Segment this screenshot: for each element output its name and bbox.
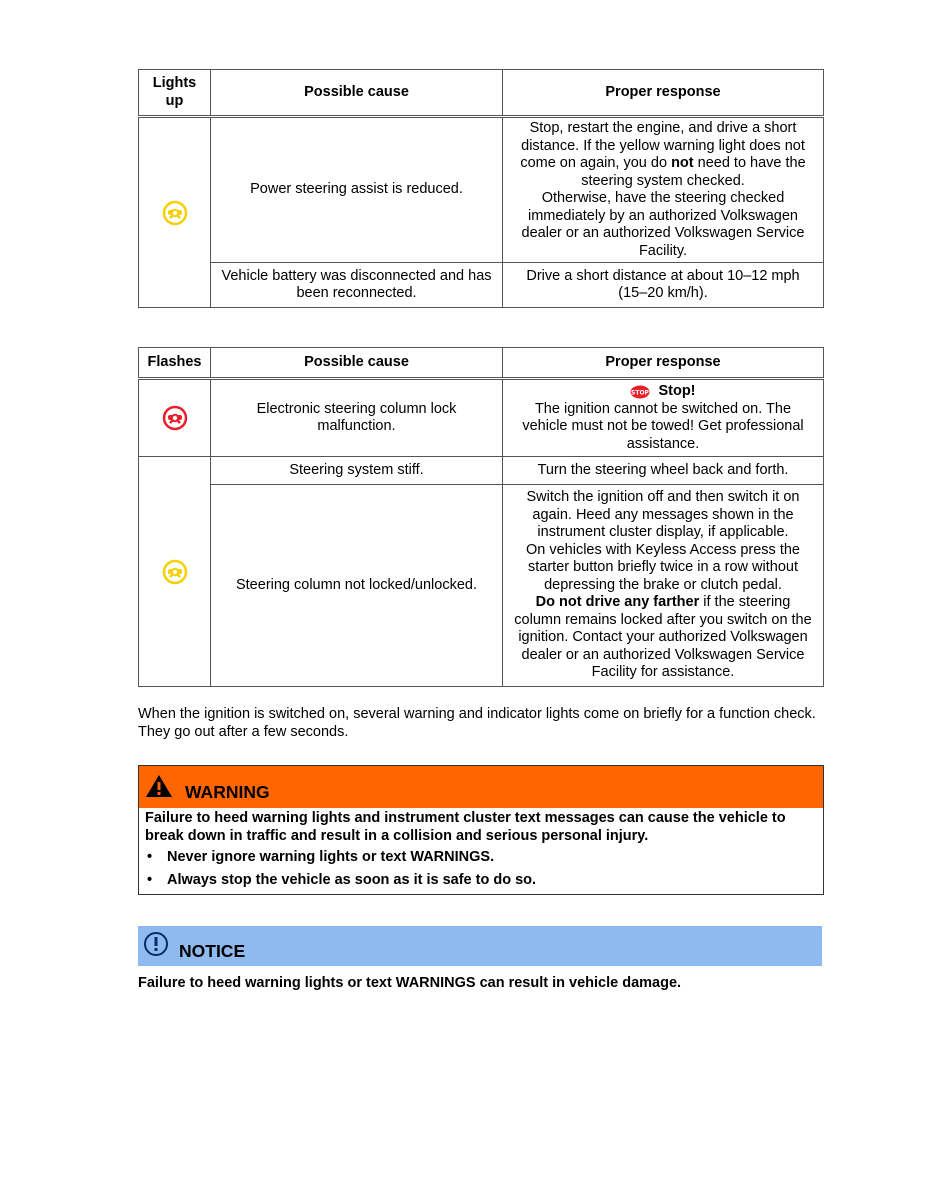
response-text: Stop, restart the engine, and drive a short distance. If the yellow warning light does not come on again, you do [520,120,805,171]
response-column-lock [503,379,824,457]
response-text: The ignition cannot be switched on. The vehicle must not be towed! Get professional assistance. [522,400,804,452]
cause-column-not-locked: Steering column not locked/unlocked. [211,485,503,687]
warning-title: WARNING [185,782,270,802]
cause-column-lock: Electronic steering column lock malfunction. [211,379,503,457]
function-check-paragraph: When the ignition is switched on, several warning and indicator lights come on briefly for a function check. They go out after a few seconds. [138,706,816,740]
header-possible-cause: Possible cause [211,348,503,379]
header-flashes: Flashes [139,348,211,379]
warning-body [139,808,823,889]
header-proper-response: Proper response [503,70,824,117]
yellow-steering-wheel-icon [162,559,188,585]
icon-cell [139,457,211,687]
response-text: if the steering column remains locked after you switch on the ignition. Contact your authorized Volkswagen dealer or an authorized Volkswagen Service Facility for assistance. [514,594,812,681]
notice-title: NOTICE [179,941,246,961]
response-steering-stiff: Turn the steering wheel back and forth. [503,457,824,485]
warning-header [139,766,823,808]
icon-cell [139,117,211,308]
notice-header [138,926,822,966]
cause-steering-stiff: Steering system stiff. [211,457,503,485]
flashes-table [138,347,824,687]
cause-power-steering: Power steering assist is reduced. [211,117,503,263]
red-steering-wheel-icon [162,405,188,431]
warning-box [138,765,824,895]
response-emphasis: Do not drive any farther [535,594,700,611]
header-proper-response: Proper response [503,348,824,379]
warning-bullet: • Never ignore warning lights or text WARNINGS. [167,849,817,867]
icon-cell [139,379,211,457]
header-lights-up: Lights up [139,70,211,117]
header-possible-cause: Possible cause [211,70,503,117]
response-battery: Drive a short distance at about 10–12 mph (15–20 km/h). [503,263,824,308]
cause-battery: Vehicle battery was disconnected and has been reconnected. [211,263,503,308]
notice-text: Failure to heed warning lights or text WARNINGS can result in vehicle damage. [138,975,682,991]
warning-triangle-icon [145,774,173,802]
lights-up-table [138,69,824,308]
response-column-not-locked [503,485,824,687]
stop-icon-text: STOP [631,389,650,397]
response-text: Otherwise, have the steering checked immediately by an authorized Volkswagen dealer or an authorized Volkswagen Service Facility. [521,190,805,259]
response-text: need to have the steering system checked. [581,155,806,189]
warning-text: Failure to heed warning lights and instrument cluster text messages can cause the vehicle to break down in traffic and result in a collision and serious personal injury. [145,810,786,844]
response-text: On vehicles with Keyless Access press the starter button briefly twice in a row without depressing the brake or clutch pedal. [525,541,800,593]
response-emphasis: not [671,155,694,171]
exclamation-circle-icon [143,931,169,961]
warning-list [145,849,817,889]
response-text: Switch the ignition off and then switch it on again. Heed any messages shown in the instrument cluster display, if applicable. [526,489,800,541]
stop-sign-icon [630,385,650,399]
response-power-steering [503,117,824,263]
stop-label: Stop! [658,383,696,399]
yellow-steering-wheel-icon [162,200,188,226]
warning-bullet: • Always stop the vehicle as soon as it is safe to do so. [167,872,817,890]
stop-line [511,383,815,401]
